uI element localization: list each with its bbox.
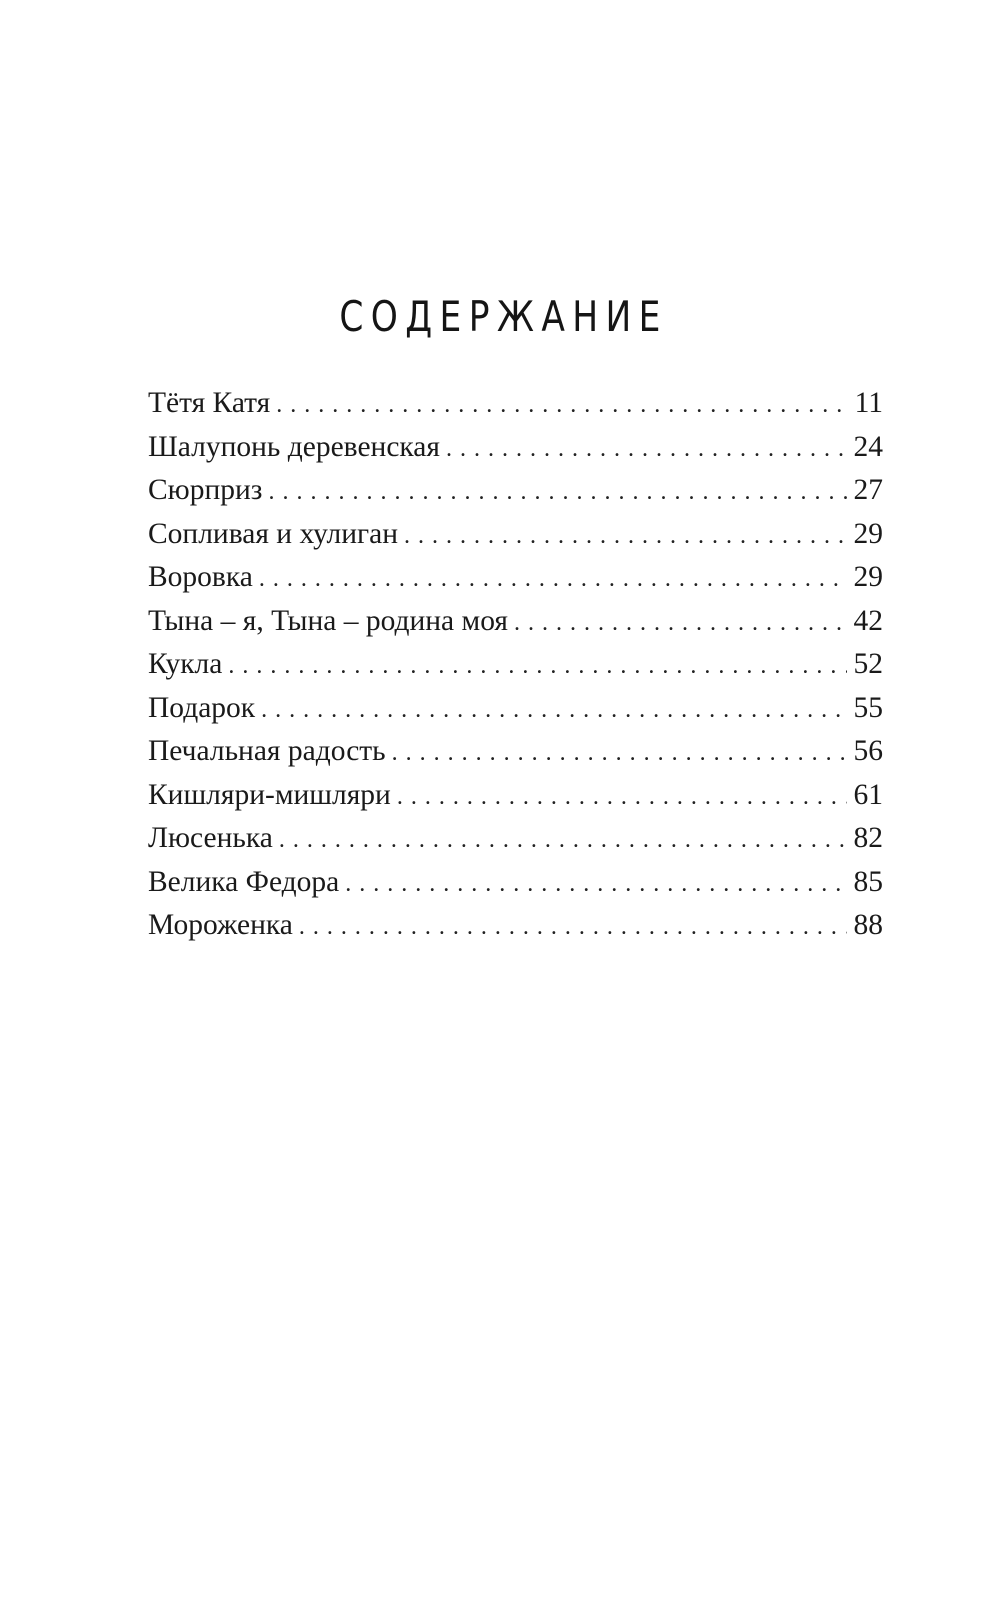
toc-entry <box>148 862 883 906</box>
toc-dot-leader <box>268 472 847 512</box>
toc-dot-leader <box>397 777 847 817</box>
toc-entry-page: 11 <box>854 387 883 419</box>
page-title: СОДЕРЖАНИЕ <box>339 292 668 341</box>
toc-entry-title: Велика Федора <box>148 865 340 898</box>
toc-entry <box>148 470 883 514</box>
toc-dot-leader <box>261 690 847 730</box>
toc-entry <box>148 383 883 427</box>
toc-entry <box>148 731 883 775</box>
toc-entry-title: Сопливая и хулиган <box>148 517 399 550</box>
toc-dot-leader <box>299 907 847 947</box>
toc-dot-leader <box>276 385 847 425</box>
toc-entry-page: 52 <box>853 648 883 680</box>
toc-entry-page: 29 <box>853 517 883 550</box>
toc-entry-page: 85 <box>853 865 883 898</box>
toc-entry-page: 42 <box>853 604 883 637</box>
toc-dot-leader <box>446 429 847 469</box>
toc-entry-title: Мороженка <box>148 909 293 941</box>
toc-dot-leader <box>404 516 847 556</box>
toc-entry-page: 27 <box>853 474 883 506</box>
toc-entry-page: 29 <box>853 561 883 593</box>
toc-entry <box>148 514 883 558</box>
toc-entry-title: Шалупонь деревенская <box>148 430 440 463</box>
toc-dot-leader <box>514 603 847 643</box>
toc-dot-leader <box>228 646 847 686</box>
toc-dot-leader <box>345 864 847 904</box>
toc-dot-leader <box>259 559 847 599</box>
toc-entry-title: Кукла <box>148 648 223 680</box>
toc-entry-title: Тётя Катя <box>148 387 271 419</box>
toc-entry <box>148 688 883 732</box>
toc-entry <box>148 905 883 949</box>
toc-entry-title: Воровка <box>148 561 253 593</box>
toc-entry-page: 24 <box>853 430 883 463</box>
toc-entry <box>148 601 883 645</box>
toc-entry <box>148 557 883 601</box>
toc-entry-title: Кишляри-мишляри <box>148 778 391 811</box>
toc-entry <box>148 427 883 471</box>
toc-dot-leader <box>392 733 847 773</box>
toc-entry <box>148 644 883 688</box>
toc-entry <box>148 775 883 819</box>
toc-entry-page: 61 <box>853 778 883 811</box>
toc-entry-title: Тына – я, Тына – родина моя <box>148 604 508 637</box>
toc-entry-title: Подарок <box>148 691 256 724</box>
toc-dot-leader <box>279 820 847 860</box>
toc-entry-title: Люсенька <box>148 822 273 854</box>
toc-entry-title: Печальная радость <box>148 735 386 767</box>
table-of-contents <box>148 383 883 949</box>
toc-entry-page: 88 <box>853 909 883 941</box>
toc-entry-page: 82 <box>853 822 883 854</box>
toc-entry-page: 55 <box>853 691 883 724</box>
toc-entry <box>148 818 883 862</box>
toc-entry-page: 56 <box>853 735 883 767</box>
toc-entry-title: Сюрприз <box>148 474 263 506</box>
